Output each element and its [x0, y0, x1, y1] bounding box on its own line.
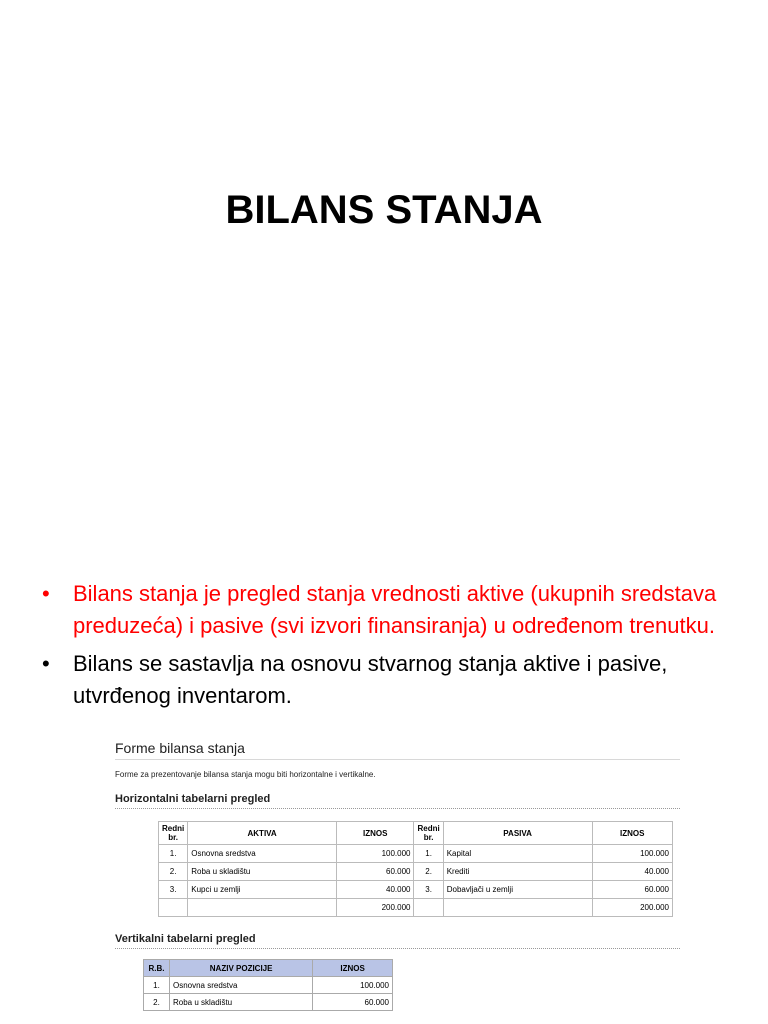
horizontal-heading: Horizontalni tabelarni pregled: [115, 793, 680, 809]
table-cell: 60.000: [336, 863, 414, 881]
table-cell: Osnovna sredstva: [188, 845, 337, 863]
column-header: Redni br.: [414, 822, 443, 845]
table-cell: 2.: [159, 863, 188, 881]
table-row: [144, 994, 393, 1011]
bullet-list: [40, 578, 740, 712]
table-cell: 40.000: [336, 881, 414, 899]
table-cell: Osnovna sredstva: [169, 977, 312, 994]
bullet-item-inventory: [40, 648, 740, 712]
embed-title: Forme bilansa stanja: [115, 740, 680, 760]
table-cell: 60.000: [313, 994, 393, 1011]
column-header: NAZIV POZICIJE: [169, 960, 312, 977]
bullet-icon: •: [42, 651, 50, 676]
table-row: [159, 863, 673, 881]
table-header-row: [144, 960, 393, 977]
vertical-table: [143, 959, 393, 1011]
table-row: [159, 845, 673, 863]
table-cell: 2.: [414, 863, 443, 881]
table-cell: 3.: [159, 881, 188, 899]
column-header: IZNOS: [336, 822, 414, 845]
table-cell: 40.000: [592, 863, 673, 881]
column-header: IZNOS: [592, 822, 673, 845]
bullet-text: Bilans stanja je pregled stanja vrednosti aktive (ukupnih sredstava preduzeća) i pasive (svi izvori finansiranja) u određenom trenutku.: [73, 581, 717, 638]
table-cell: Dobavljači u zemlji: [443, 881, 592, 899]
table-cell: 100.000: [592, 845, 673, 863]
table-cell: 1.: [414, 845, 443, 863]
embed-intro: Forme za prezentovanje bilansa stanja mogu biti horizontalne i vertikalne.: [115, 770, 376, 779]
table-cell: Roba u skladištu: [188, 863, 337, 881]
column-header: PASIVA: [443, 822, 592, 845]
horizontal-table: [158, 821, 673, 917]
table-cell: 2.: [144, 994, 170, 1011]
column-header: AKTIVA: [188, 822, 337, 845]
table-cell: [159, 899, 188, 917]
column-header: IZNOS: [313, 960, 393, 977]
table-cell: 60.000: [592, 881, 673, 899]
table-row: [159, 881, 673, 899]
slide-title: BILANS STANJA: [225, 188, 543, 232]
embedded-screenshot: [115, 740, 680, 1024]
table-cell: [443, 899, 592, 917]
table-cell: 1.: [159, 845, 188, 863]
table-header-row: [159, 822, 673, 845]
table-cell: Krediti: [443, 863, 592, 881]
table-cell: 3.: [414, 881, 443, 899]
table-row: [144, 977, 393, 994]
table-cell: 100.000: [336, 845, 414, 863]
bullet-text: Bilans se sastavlja na osnovu stvarnog stanja aktive i pasive, utvrđenog inventarom.: [73, 651, 668, 708]
bullet-icon: •: [42, 581, 50, 606]
bullet-item-definition: [40, 578, 740, 642]
column-header: R.B.: [144, 960, 170, 977]
table-cell: [188, 899, 337, 917]
table-total-row: [159, 899, 673, 917]
table-cell: 1.: [144, 977, 170, 994]
table-cell: [414, 899, 443, 917]
table-cell: Kapital: [443, 845, 592, 863]
vertical-heading: Vertikalni tabelarni pregled: [115, 933, 680, 949]
table-cell: 100.000: [313, 977, 393, 994]
total-pasiva: 200.000: [592, 899, 673, 917]
total-aktiva: 200.000: [336, 899, 414, 917]
table-cell: Kupci u zemlji: [188, 881, 337, 899]
column-header: Redni br.: [159, 822, 188, 845]
table-cell: Roba u skladištu: [169, 994, 312, 1011]
